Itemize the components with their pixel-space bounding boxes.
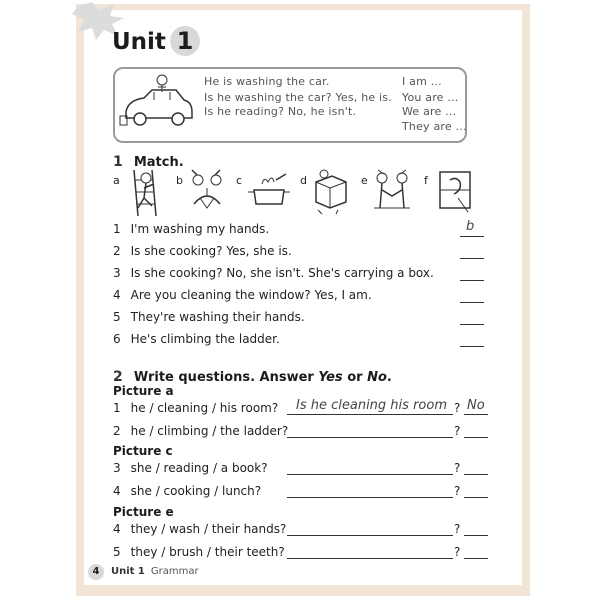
- match-item-6: [113, 332, 280, 346]
- picture-e-label: Picture e: [113, 505, 174, 519]
- exercise-1-heading: [113, 151, 184, 170]
- picture-f-cleaning-window: [434, 168, 474, 214]
- item-number: 1: [113, 222, 121, 236]
- footer-label: Unit 1 Grammar: [111, 566, 199, 577]
- picture-label-c: c: [236, 174, 243, 187]
- picture-d-carrying-box: [310, 168, 350, 214]
- question-mark: ?: [454, 424, 461, 438]
- page-number: 4: [88, 564, 104, 580]
- item-text: Is she cooking? Yes, she is.: [130, 244, 292, 258]
- unit-word: Unit: [112, 29, 166, 55]
- answer-blank-1[interactable]: [460, 236, 484, 237]
- question-item-6: 5 they / brush / their teeth?: [113, 545, 285, 559]
- grammar-line-2: Is he washing the car? Yes, he is.: [204, 91, 392, 104]
- exercise-title: Match.: [133, 155, 184, 170]
- pronoun-we-are: We are ...: [402, 105, 457, 118]
- question-item-1: 1 he / cleaning / his room?: [113, 401, 279, 415]
- question-blank-1[interactable]: [287, 414, 453, 415]
- picture-a-climbing-ladder: [124, 170, 168, 216]
- match-item-2: [113, 244, 292, 258]
- picture-e-washing-hands-pair: [370, 168, 414, 214]
- item-text: He's climbing the ladder.: [130, 332, 280, 346]
- exercise-number: 2: [113, 369, 123, 385]
- car-washing-illustration: [118, 72, 196, 136]
- picture-c-cooking: [246, 170, 292, 212]
- answer-blank-2[interactable]: [460, 258, 484, 259]
- short-answer-1[interactable]: No: [467, 398, 485, 413]
- pronoun-you-are: You are ...: [402, 91, 459, 104]
- item-number: 4: [113, 288, 121, 302]
- match-answer-1[interactable]: b: [466, 219, 475, 234]
- picture-b-washing-hands: [186, 168, 228, 214]
- page-title: [112, 26, 200, 56]
- item-text: Is she cooking? No, she isn't. She's carrying a box.: [130, 266, 434, 280]
- written-question-1[interactable]: Is he cleaning his room: [296, 398, 447, 413]
- short-answer-blank-1[interactable]: [464, 414, 488, 415]
- answer-blank-3[interactable]: [460, 280, 484, 281]
- exercise-title: Write questions. Answer Yes or No.: [133, 370, 392, 385]
- question-blank-6[interactable]: [287, 558, 453, 559]
- picture-label-a: a: [113, 174, 120, 187]
- question-mark: ?: [454, 545, 461, 559]
- exercise-2-heading: [113, 366, 392, 385]
- short-answer-blank-4[interactable]: [464, 497, 488, 498]
- picture-label-e: e: [361, 174, 368, 187]
- answer-blank-6[interactable]: [460, 346, 484, 347]
- picture-label-d: d: [300, 174, 307, 187]
- picture-label-b: b: [176, 174, 183, 187]
- answer-blank-4[interactable]: [460, 302, 484, 303]
- grammar-line-3: Is he reading? No, he isn't.: [204, 105, 357, 118]
- picture-c-label: Picture c: [113, 444, 173, 458]
- match-item-4: [113, 288, 372, 302]
- item-text: They're washing their hands.: [130, 310, 305, 324]
- item-number: 2: [113, 244, 121, 258]
- question-item-3: 3 she / reading / a book?: [113, 461, 268, 475]
- question-mark: ?: [454, 401, 461, 415]
- question-blank-2[interactable]: [287, 437, 453, 438]
- match-item-3: [113, 266, 434, 280]
- question-item-2: 2 he / climbing / the ladder?: [113, 424, 289, 438]
- question-item-4: 4 she / cooking / lunch?: [113, 484, 262, 498]
- item-number: 6: [113, 332, 121, 346]
- question-blank-3[interactable]: [287, 474, 453, 475]
- question-blank-5[interactable]: [287, 535, 453, 536]
- answer-blank-5[interactable]: [460, 324, 484, 325]
- item-text: I'm washing my hands.: [130, 222, 270, 236]
- question-item-5: 4 they / wash / their hands?: [113, 522, 287, 536]
- unit-number-badge: 1: [170, 26, 200, 56]
- short-answer-blank-3[interactable]: [464, 474, 488, 475]
- question-mark: ?: [454, 484, 461, 498]
- match-item-1: [113, 222, 269, 236]
- item-text: Are you cleaning the window? Yes, I am.: [130, 288, 372, 302]
- picture-a-label: Picture a: [113, 384, 174, 398]
- match-item-5: [113, 310, 305, 324]
- short-answer-blank-6[interactable]: [464, 558, 488, 559]
- exercise-number: 1: [113, 154, 123, 170]
- pronoun-i-am: I am ...: [402, 75, 442, 88]
- pronoun-they-are: They are ...: [402, 120, 467, 133]
- question-mark: ?: [454, 461, 461, 475]
- item-number: 3: [113, 266, 121, 280]
- picture-label-f: f: [424, 174, 428, 187]
- question-mark: ?: [454, 522, 461, 536]
- item-number: 5: [113, 310, 121, 324]
- question-blank-4[interactable]: [287, 497, 453, 498]
- grammar-line-1: He is washing the car.: [204, 75, 330, 88]
- short-answer-blank-5[interactable]: [464, 535, 488, 536]
- short-answer-blank-2[interactable]: [464, 437, 488, 438]
